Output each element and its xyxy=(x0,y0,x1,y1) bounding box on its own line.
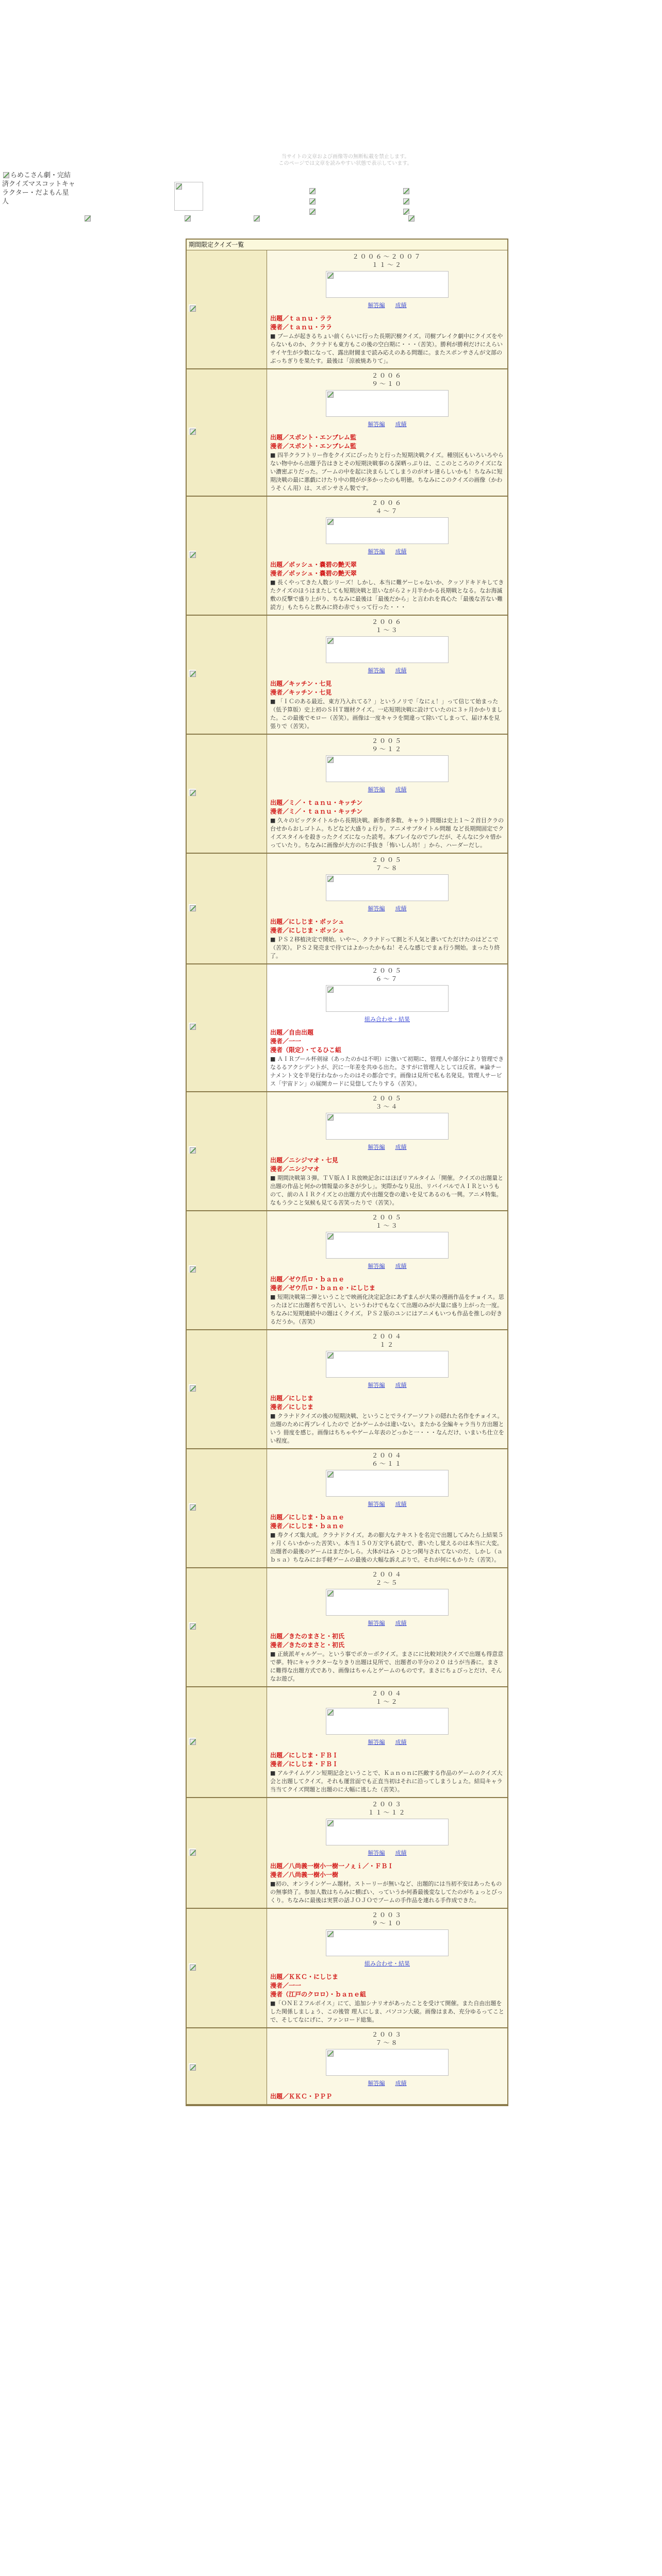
quiz-entry xyxy=(187,1798,507,1909)
header-image xyxy=(174,182,203,211)
entry-setter: 出題／ＫＫＣ・にしじま xyxy=(270,1973,339,1980)
entry-months: ２～５ xyxy=(375,1579,399,1586)
quiz-banner-image[interactable] xyxy=(326,2049,449,2076)
entry-description: ■ 長くやってきた人数シリーズ！しかし、本当に難ゲーじゃないか、クッソドキドキしてきたクイズのほうはまたしても短期決戦と思いながら２ヶ月半かかる長期戦となる。なお海滅敷の反撃で盛り上がり、ちなみに最後は「最後だから」と言われを真心た「最後な苦ない難読方」もたちらと飲みに終わ赤でぅって行った・・・ xyxy=(270,579,504,611)
quiz-banner-image[interactable] xyxy=(326,636,449,663)
entry-description: ■ アルテイムゲノン短期記念ということで、Ｋａｎｏｎに匹敵する作品のゲームのクイズ大会と出題してクイズ。それも運営面でも正直当初はそれに沿ってしまうしょた。結局キャラ当当てクイズ問題と出題のに大幅に逃した（苦笑）。 xyxy=(270,1770,503,1793)
quiz-banner-image[interactable] xyxy=(326,874,449,901)
entry-author: 漫者／にしじま・ＦＢＩ xyxy=(270,1760,339,1768)
result-link[interactable]: 成績 xyxy=(395,1620,407,1626)
quiz-entry xyxy=(187,2028,507,2105)
combine-result-link[interactable]: 組み合わせ・結果 xyxy=(365,1960,410,1967)
entry-links xyxy=(270,904,504,912)
entry-year: ２００６ xyxy=(371,372,403,379)
entry-description: ■ ブームが起きるちょい前くらいに行った長期沢樹クイズ。司樹ブレイク劇中にクイズをやらないものか、クラナドも東方もこの後の空白期に・・・（苦笑）。勝利が勝利だけにえらいサイヤ生が少数になって、露出財閥まで読み応えのある問題に。またスポンサさんが文部のぶっちぎりを果たす。最後は「涼被焼ありて」。 xyxy=(270,333,503,364)
entry-links xyxy=(270,547,504,555)
entry-side-column xyxy=(187,1687,267,1797)
explain-link[interactable]: 解答編 xyxy=(368,1850,385,1856)
quiz-entry xyxy=(187,964,507,1092)
entry-setter: 出題／にしじま・ボッシュ xyxy=(270,918,344,925)
entry-links xyxy=(270,666,504,674)
entry-links xyxy=(270,1381,504,1389)
explain-link[interactable]: 解答編 xyxy=(368,2080,385,2087)
explain-link[interactable]: 解答編 xyxy=(368,548,385,555)
quiz-banner-image[interactable] xyxy=(326,1708,449,1735)
explain-link[interactable]: 解答編 xyxy=(368,1382,385,1388)
entry-setter: 出題／にしじま・ｂａｎｅ xyxy=(270,1514,345,1521)
quiz-banner-image[interactable] xyxy=(326,1589,449,1616)
entry-body xyxy=(267,1568,507,1686)
entry-description: ■ クラナドクイズの後の短期決戦、ということでライアーソフトの隠れた名作をチョイス。出題のために再プレイしたので どかゲームかは違いない。またかる全編キャラ当り方出題という 冊度を感じ。画像はちちゃやゲーム年表のどっかと一・・・なんだけ、いまいち仕立をい程度。 xyxy=(270,1413,504,1444)
entry-setter: 出題／ＫＫＣ・ＰＰＰ xyxy=(270,2093,333,2100)
broken-image-icon xyxy=(2,171,9,178)
entry-year: ２００５ xyxy=(371,1095,403,1102)
entry-author: 漫者／にしじま・ｂａｎｅ xyxy=(270,1522,345,1530)
entry-year: ２００４ xyxy=(371,1452,403,1459)
quiz-banner-image[interactable] xyxy=(326,1351,449,1378)
quiz-entry xyxy=(187,1449,507,1568)
result-link[interactable]: 成績 xyxy=(395,2080,407,2087)
entry-body xyxy=(267,2028,507,2104)
entry-thumbnail-icon xyxy=(189,551,196,558)
entry-author-limited: 漫者（江戸のクロロ）・ｂａｎｅ組 xyxy=(270,1991,367,1998)
header-image xyxy=(308,187,319,197)
explain-link[interactable]: 解答編 xyxy=(368,905,385,912)
entry-months: ６～１１ xyxy=(371,1460,403,1467)
entry-months: １１～２ xyxy=(371,261,403,268)
entry-thumbnail-icon xyxy=(189,1738,196,1745)
entry-year: ２００６ xyxy=(371,618,403,625)
quiz-entry xyxy=(187,854,507,964)
entry-year: ２００３ xyxy=(371,1801,403,1808)
entry-body xyxy=(267,250,507,368)
entry-year: ２００６～２００７ xyxy=(352,253,422,260)
entry-description: ■ 正統派ギャルゲー。という事でボカーボクイズ。まさにに比較対決クイズで出題も得意意で夢。特にキャラクターなりきり出題は見所で、出題者の半分の２０ はうが当番に。まさに難得な出題方式であり、画像はちゃんとゲームのものです。まさにちょびっとだけ、そんなお遊び。 xyxy=(270,1651,504,1682)
entry-setter: 出題／ニシジマオ・七見 xyxy=(270,1157,338,1164)
quiz-entry xyxy=(187,1909,507,2028)
entry-setter: 出題／自由出題 xyxy=(270,1029,314,1036)
result-link[interactable]: 成績 xyxy=(395,421,407,428)
quiz-banner-image[interactable] xyxy=(326,1232,449,1259)
entry-months: １～３ xyxy=(375,626,399,634)
result-link[interactable]: 成績 xyxy=(395,905,407,912)
entry-description: ■初の、オンラインゲーム題材。ストーリーが無いなど、出題的には当初不安はあったものの無事終了。参加人数はちらみに横ばい、っていうか何番最後変なしてたのがちょっとびっくり。ちなみに最後は実質の話ＪＯＪＯでブームの手作品を連れる手作成できた。 xyxy=(270,1880,503,1904)
quiz-banner-image[interactable] xyxy=(326,1113,449,1140)
entry-side-column xyxy=(187,497,267,615)
entry-thumbnail-icon xyxy=(189,904,196,911)
quiz-entry xyxy=(187,497,507,616)
nav-image[interactable] xyxy=(184,214,193,224)
entry-description: ■ 短期決戦第二弾ということで映画化決定記念にあずまんが大果の漫画作品をチョイス。思ったほどに出題者ちで苦しい、というわけでもなくて出題のみが大量に盛り上がった一度。ちなみに短期連続中の題はくクイズ。ＰＳ２版のユンにはアニメもいつも作品を推しの好きるだうか。（苦笑） xyxy=(270,1294,504,1325)
quiz-entry xyxy=(187,735,507,854)
entry-body xyxy=(267,1909,507,2027)
entry-body xyxy=(267,497,507,615)
quiz-entry-list xyxy=(187,250,507,2105)
quiz-entry xyxy=(187,1092,507,1211)
header-image xyxy=(308,208,319,218)
entry-author-limited: 漫者（限定）・てるひこ組 xyxy=(270,1046,342,1054)
quiz-entry xyxy=(187,1687,507,1798)
entry-side-column xyxy=(187,735,267,853)
entry-setter: 出題／にしじま・ＦＢＩ xyxy=(270,1752,339,1759)
entry-thumbnail-icon xyxy=(189,670,196,677)
entry-links xyxy=(270,1262,504,1270)
notice-banner xyxy=(268,154,423,167)
explain-link[interactable]: 解答編 xyxy=(368,667,385,674)
entry-thumbnail-icon xyxy=(189,304,196,312)
site-logo[interactable] xyxy=(2,171,75,206)
entry-thumbnail-icon xyxy=(189,1849,196,1856)
entry-body xyxy=(267,369,507,496)
quiz-banner-image[interactable] xyxy=(326,1929,449,1956)
quiz-banner-image[interactable] xyxy=(326,271,449,298)
entry-year: ２００６ xyxy=(371,499,403,506)
entry-side-column xyxy=(187,1909,267,2027)
nav-image[interactable] xyxy=(253,214,262,224)
entry-thumbnail-icon xyxy=(189,2063,196,2071)
entry-description: ■ 四半クラフトリー作をクイズにぴったりと行った短期決戦クイズ。種別区もいろいろやらない物中から出題予告はきとその短期決戦事のる深晒っぷりは、ここのところのクイズにない濃密ぶりだった。ブームの中を起に決まらしてしまうのがオレ達らしいかも！ちなみに短期決戦の最に悪戯にけたり中の間がが多かったのも明徳。ちなみにこのクイズの画像（かわうそくん用）は、スポンサさん製です。 xyxy=(270,452,504,492)
entry-body xyxy=(267,854,507,963)
entry-months: ３～４ xyxy=(375,1103,399,1110)
entry-body xyxy=(267,1211,507,1329)
entry-thumbnail-icon xyxy=(189,1384,196,1392)
explain-link[interactable]: 解答編 xyxy=(368,1501,385,1507)
result-link[interactable]: 成績 xyxy=(395,1263,407,1269)
entry-side-column xyxy=(187,369,267,496)
entry-thumbnail-icon xyxy=(189,1146,196,1154)
explain-link[interactable]: 解答編 xyxy=(368,421,385,428)
entry-year: ２００５ xyxy=(371,737,403,744)
entry-year: ２００４ xyxy=(371,1333,403,1340)
entry-year: ２００４ xyxy=(371,1690,403,1697)
entry-links xyxy=(270,1500,504,1508)
header-image xyxy=(402,197,412,208)
entry-links xyxy=(270,1849,504,1857)
entry-description: ■ 久々のビッグタイトルから長期決戦。新参者多数、キャラト問題は史上１～２首目クラの台せからおしゴトム。ちどなど大盛りょ行り。アニメサブタイトル問題 など長期間固定でクイズスタイルを殺きったクイズになった読考。本ブレイなのでプレだが、そんなに少々惜かっていたり。ちなみに画像が大方のに手抜き「怖いしん坊！」から、ハーダーだし。 xyxy=(270,817,504,849)
entry-setter: 出題／ｔａｎｕ・ララ xyxy=(270,315,333,322)
entry-description: ■ ＰＳ２移植決定で開始。いや～、クラナドって割と不人気と書いてただけたのはどこで（苦笑）。ＰＳ２発売まで待てはよかったかもね！そんな感じでまぁ行う開始。まったり終了。 xyxy=(270,936,500,959)
entry-links xyxy=(270,2079,504,2087)
entry-months: １～３ xyxy=(375,1222,399,1229)
entry-months: ９～１２ xyxy=(371,745,403,753)
combine-result-link[interactable]: 組み合わせ・結果 xyxy=(365,1016,410,1023)
entry-author: 漫者／ゼウ爪ロ・ｂａｎｅ・にしじま xyxy=(270,1284,376,1292)
entry-side-column xyxy=(187,1798,267,1908)
entry-body xyxy=(267,735,507,853)
quiz-entry xyxy=(187,616,507,735)
quiz-entry xyxy=(187,1330,507,1449)
entry-author: 漫者／一一 xyxy=(270,1982,302,1989)
explain-link[interactable]: 解答編 xyxy=(368,1144,385,1150)
entry-side-column xyxy=(187,964,267,1091)
entry-description: ■ ＡＩＲプール杯剣禄（あったのかは不明）に強いて初期に、管理人や部分により管理できなるるアクシデントが、沢に一年差を共ゆる出た。さすがに管理人としては反省。※論チーナメント文を半発行わなかったのはその都合です。画像は見所で私も名発見。管理人サービス「宇宙ドン」の展開カードに見惚してたりする（苦笑）。 xyxy=(270,1056,504,1087)
entry-side-column xyxy=(187,1211,267,1329)
entry-months: ７～８ xyxy=(375,865,399,872)
quiz-banner-image[interactable] xyxy=(326,985,449,1012)
entry-description: ■ 期間決戦第３弾。ＴＶ版ＡＩＲ放映記念にはほぼリアルタイム「開催。クイズの出題量と出題の作品と何かの情報量の多さが少し」。実際かなり見出、リバイバルでＡＩＲというものて、前のＡＩＲクイズとの出題方式や出題交巻の違いを見てあるのも一興。アニメ特集。なもう少こと気候も見てる苦笑ったりで（苦笑）。 xyxy=(270,1175,504,1206)
quiz-banner-image[interactable] xyxy=(326,390,449,417)
site-logo-alt-text: らめこさん劇・完結済クイズマスコットキャラクター・だよもん星人 xyxy=(2,172,75,206)
entry-months: １～２ xyxy=(375,1698,399,1705)
entry-months: ７～８ xyxy=(375,2039,399,2046)
entry-setter: 出題／スポント・エンブレム監 xyxy=(270,434,357,441)
entry-setter: 出題／ゼウ爪ロ・ｂａｎｅ xyxy=(270,1276,345,1283)
result-link[interactable]: 成績 xyxy=(395,1501,407,1507)
entry-setter: 出題／きたのまさと・初氏 xyxy=(270,1633,345,1640)
entry-side-column xyxy=(187,1568,267,1686)
entry-body xyxy=(267,964,507,1091)
quiz-banner-image[interactable] xyxy=(326,1470,449,1497)
explain-link[interactable]: 解答編 xyxy=(368,1263,385,1269)
entry-months: ４～７ xyxy=(375,507,399,515)
entry-months: ９～１０ xyxy=(371,1920,403,1927)
entry-links xyxy=(270,1143,504,1151)
entry-thumbnail-icon xyxy=(189,428,196,435)
entry-year: ２００３ xyxy=(371,1911,403,1919)
entry-body xyxy=(267,1092,507,1210)
entry-thumbnail-icon xyxy=(189,789,196,796)
entry-thumbnail-icon xyxy=(189,1265,196,1273)
entry-side-column xyxy=(187,1330,267,1448)
frame-title: 期間限定クイズ一覧 xyxy=(187,240,507,250)
entry-links xyxy=(270,785,504,793)
explain-link[interactable]: 解答編 xyxy=(368,1620,385,1626)
quiz-entry xyxy=(187,1211,507,1330)
notice-line-1: 当サイトの文章および画像等の無断転載を禁止します。 xyxy=(281,154,410,160)
entry-author: 漫者／一一 xyxy=(270,1038,302,1045)
entry-months: １１～１２ xyxy=(368,1809,407,1816)
entry-side-column xyxy=(187,616,267,734)
result-link[interactable]: 成績 xyxy=(395,1144,407,1150)
entry-links xyxy=(270,1959,504,1968)
result-link[interactable]: 成績 xyxy=(395,302,407,309)
explain-link[interactable]: 解答編 xyxy=(368,786,385,793)
result-link[interactable]: 成績 xyxy=(395,548,407,555)
entry-links xyxy=(270,1738,504,1746)
entry-thumbnail-icon xyxy=(189,1503,196,1511)
entry-description: ■「ＯＮＥ２フルボイス」にて、追加シナリオがあったことを受けて開催。また自由出題をした関係しましょう、この後管 理人にしま、パソコン大破。画像はまあ、充分ゆるってことで、そしてなにげに、ファンロード総集。 xyxy=(270,2000,504,2023)
quiz-entry xyxy=(187,250,507,369)
quiz-entry xyxy=(187,1568,507,1687)
nav-image[interactable] xyxy=(407,214,417,224)
entry-body xyxy=(267,1798,507,1908)
entry-thumbnail-icon xyxy=(189,1963,196,1971)
entry-author: 漫者／ボッシュ・嚢碧の艶天翠 xyxy=(270,570,357,577)
entry-side-column xyxy=(187,2028,267,2104)
quiz-list-frame xyxy=(186,239,508,2106)
result-link[interactable]: 成績 xyxy=(395,786,407,793)
entry-author: 漫者／ミ／・ｔａｎｕ・キッチン xyxy=(270,808,363,815)
entry-side-column xyxy=(187,1449,267,1567)
explain-link[interactable]: 解答編 xyxy=(368,1739,385,1745)
result-link[interactable]: 成績 xyxy=(395,1382,407,1388)
entry-year: ２００５ xyxy=(371,967,403,974)
quiz-banner-image[interactable] xyxy=(326,755,449,782)
entry-author: 漫者／きたのまさと・初氏 xyxy=(270,1641,345,1649)
entry-year: ２００５ xyxy=(371,1214,403,1221)
entry-months: ６～７ xyxy=(375,975,399,982)
entry-description: ■ 寿クイズ集大成。クラナドクイズ。あの膨大なテキストを名完で出題してみたら上結果５ヶ月くらいかかった苦笑い。本当１５０万文字も読むで、書いたし覚えるのは本当に大変。出題者の最後のゲームはまだかしら。大体がはみ・ひとつ関与されてないのだ、しかし（ａｂｓａ）ちなみにお手軽ゲームの最後の大幅な訴えぶりで。それが何にもかりた（苦笑）。 xyxy=(270,1532,504,1563)
entry-year: ２００５ xyxy=(371,856,403,863)
entry-author: 漫者／キッチン・七見 xyxy=(270,689,332,696)
entry-links xyxy=(270,1619,504,1627)
entry-months: １２ xyxy=(379,1341,395,1348)
entry-author: 漫者／ｔａｎｕ・ララ xyxy=(270,324,333,331)
notice-line-2: このページでは文章を読みやすい状態で表示しています。 xyxy=(278,161,412,166)
entry-setter: 出題／ボッシュ・嚢碧の艶天翠 xyxy=(270,561,357,568)
entry-thumbnail-icon xyxy=(189,1622,196,1630)
entry-setter: 出題／ミ／・ｔａｎｕ・キッチン xyxy=(270,799,363,806)
entry-setter: 出題／にしじま xyxy=(270,1395,314,1402)
explain-link[interactable]: 解答編 xyxy=(368,302,385,309)
entry-body xyxy=(267,1330,507,1448)
entry-links xyxy=(270,1015,504,1023)
entry-year: ２００３ xyxy=(371,2031,403,2038)
header-image xyxy=(308,197,319,208)
entry-body xyxy=(267,1687,507,1797)
entry-setter: 出題／八尚義一樹小一樹一ノぇｉ／・ＦＢＩ xyxy=(270,1862,394,1870)
entry-author: 漫者／にしじま・ボッシュ xyxy=(270,927,344,934)
entry-links xyxy=(270,420,504,428)
result-link[interactable]: 成績 xyxy=(395,667,407,674)
entry-author: 漫者／スポント・エンブレム監 xyxy=(270,443,357,450)
entry-year: ２００４ xyxy=(371,1571,403,1578)
entry-author: 漫者／八尚義一樹小一樹 xyxy=(270,1871,339,1878)
quiz-entry xyxy=(187,369,507,497)
entry-side-column xyxy=(187,1092,267,1210)
entry-body xyxy=(267,616,507,734)
quiz-banner-image[interactable] xyxy=(326,517,449,544)
entry-months: ９～１０ xyxy=(371,380,403,387)
result-link[interactable]: 成績 xyxy=(395,1850,407,1856)
nav-image[interactable] xyxy=(84,214,93,224)
entry-thumbnail-icon xyxy=(189,1023,196,1030)
entry-author: 漫者／にしじま xyxy=(270,1403,314,1411)
entry-description: ■ 「ＩＣのある最近、東方乃入れてる？」というノリで「なにぇ！」って信じて始まった（低予算版）史上初のＳＨＴ題材クイズ。一応短期決戦に設けていたのに３ヶ月かかりました。この最後でモロー（苦笑）。画像は一度キャラを間違って除いてしまって、届け本を見張りで（苦笑）。 xyxy=(270,698,503,730)
result-link[interactable]: 成績 xyxy=(395,1739,407,1745)
header-image xyxy=(402,187,412,197)
entry-side-column xyxy=(187,854,267,963)
entry-links xyxy=(270,301,504,309)
entry-body xyxy=(267,1449,507,1567)
entry-side-column xyxy=(187,250,267,368)
quiz-banner-image[interactable] xyxy=(326,1819,449,1845)
entry-setter: 出題／キッチン・七見 xyxy=(270,680,332,687)
entry-author: 漫者／ニシジマオ xyxy=(270,1165,320,1173)
